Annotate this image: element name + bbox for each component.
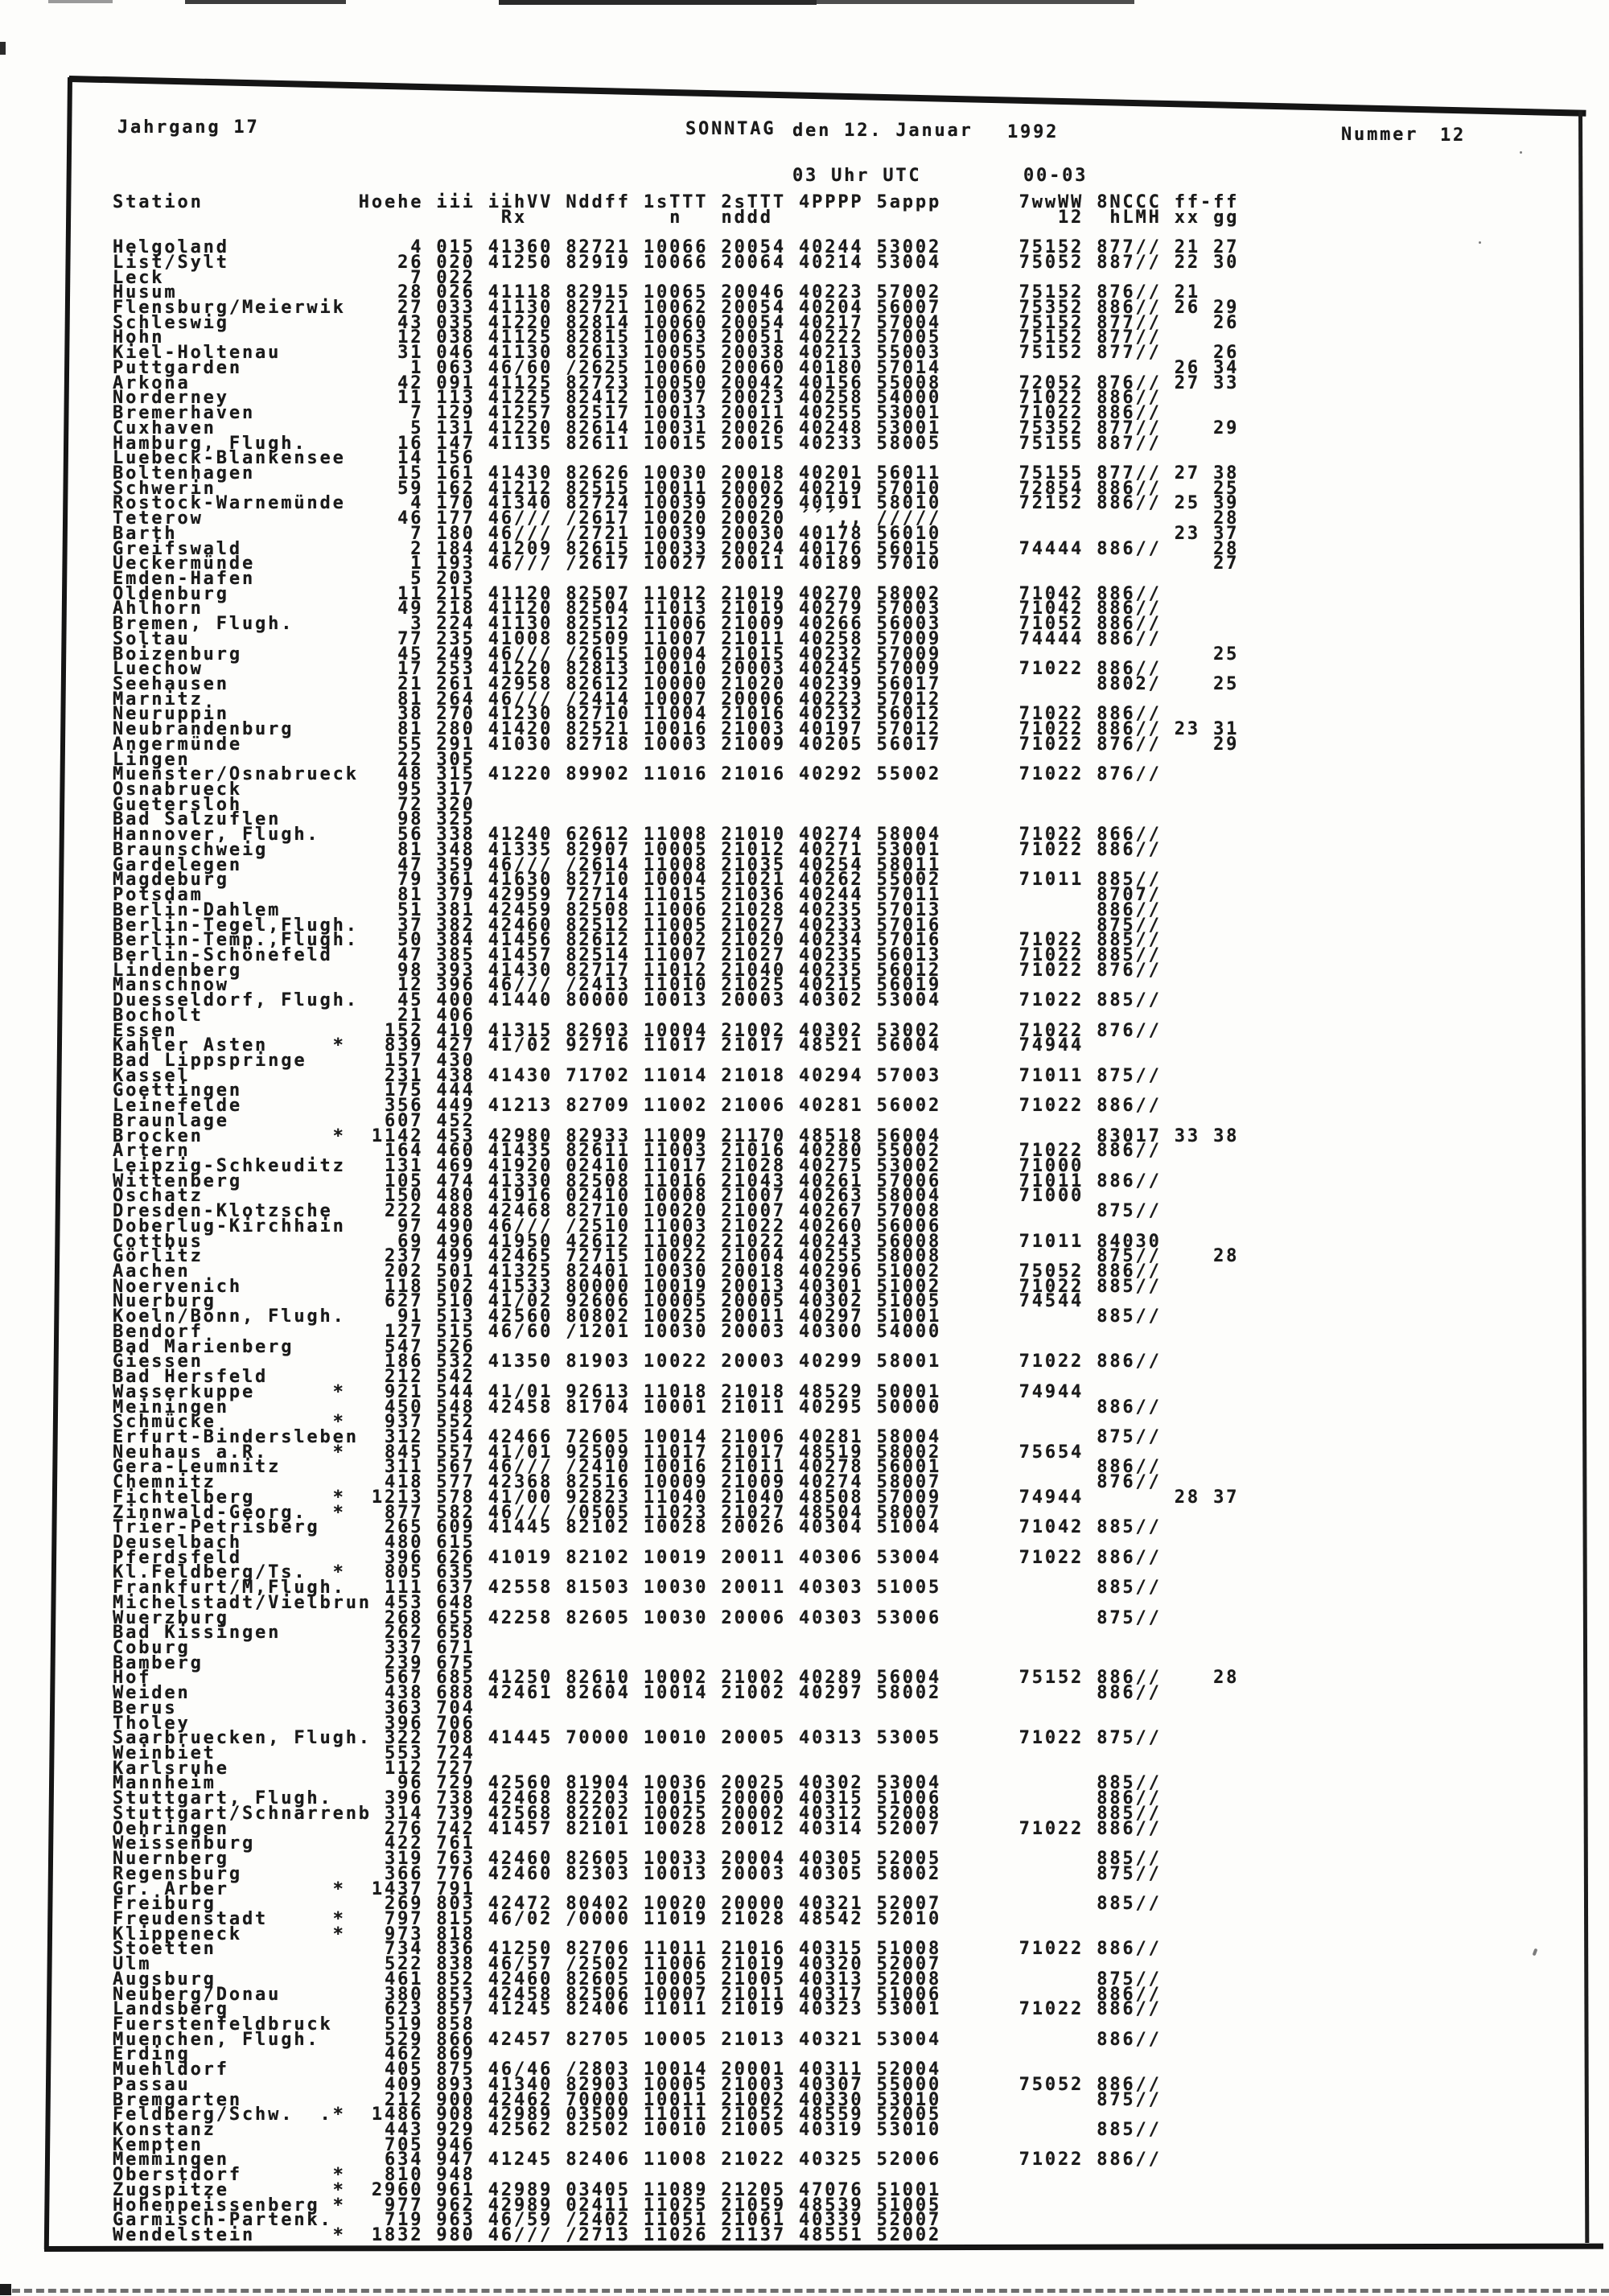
table-header-row-2: Rx n nddd 12 hLMH xx gg: [113, 207, 1240, 228]
table-row: Stoetten 734 836 41250 82706 11011 21016 40315 51008 71022 886//: [113, 1939, 1162, 1960]
table-row: Oschatz 150 480 41916 02410 10008 21007 40263 58004 71000: [113, 1186, 1084, 1207]
scan-speck: [1520, 151, 1522, 154]
table-row: Feldberg/Schw. .* 1486 908 42989 03509 11011 21052 48559 52005: [113, 2105, 942, 2125]
table-row: Berlin-Schönefeld 47 385 41457 82514 11007 21027 40235 56013 71022 885//: [113, 944, 1162, 965]
table-row: Braunschweig 81 348 41335 82907 10005 21012 40271 53001 71022 886//: [113, 839, 1162, 860]
masthead-date: den 12. Januar: [792, 121, 973, 141]
table-row: Cuxhaven 5 131 41220 82614 10031 20026 40248 53001 75352 877// 29: [113, 418, 1240, 438]
table-row: Gardelegen 47 359 46/// /2614 11008 21035 40254 58011: [113, 854, 942, 875]
table-row: Schmücke * 937 552: [113, 1412, 475, 1433]
table-row: Deuselbach 480 615: [113, 1532, 475, 1553]
scan-mark: [48, 0, 113, 3]
table-row: Frankfurt/M,Flugh. 111 637 42558 81503 10030 20011 40303 51005 885//: [113, 1578, 1162, 1599]
table-row: Muenchen, Flugh. 529 866 42457 82705 10005 21013 40321 53004 886//: [113, 2029, 1162, 2050]
table-row: Bocholt 21 406: [113, 1005, 475, 1026]
table-row: Berlin-Dahlem 51 381 42459 82508 11006 21028 40235 57013 886//: [113, 899, 1162, 920]
table-row: Freiburg 269 803 42472 80402 10020 20000 40321 52007 885//: [113, 1894, 1162, 1915]
table-row: Schleswig 43 035 41220 82814 10060 20054 40217 57004 75152 877// 26: [113, 312, 1240, 333]
table-row: Weiden 438 688 42461 82604 10014 21002 40297 58002 886//: [113, 1683, 1162, 1704]
table-row: Weinbiet 553 724: [113, 1743, 475, 1764]
table-row: Karlsruhe 112 727: [113, 1758, 475, 1779]
table-row: Bad Marienberg 547 526: [113, 1336, 475, 1357]
table-row: Berus 363 704: [113, 1697, 475, 1718]
page-border-top: [69, 76, 1586, 117]
table-row: Noervenich 118 502 41533 80000 10019 20013 40301 51002 71022 885//: [113, 1276, 1162, 1297]
table-row: Oberstdorf * 810 948: [113, 2165, 475, 2186]
table-row: Zinnwald-Georg. * 877 582 46/// /0505 11023 21027 48504 58007: [113, 1502, 942, 1523]
table-row: Saarbruecken, Flugh. 322 708 41445 70000 10010 20005 40313 53005 71022 875//: [113, 1728, 1162, 1749]
table-row: Soltau 77 235 41008 82509 11007 21011 40258 57009 74444 886//: [113, 628, 1162, 649]
table-row: Potsdam 81 379 42959 72714 11015 21036 40244 57011 8707/: [113, 885, 1162, 906]
table-row: Konstanz 443 929 42562 82502 10010 21005 40319 53010 885//: [113, 2120, 1162, 2140]
table-row: Doberlug-Kirchhain 97 490 46/// /2510 11003 21022 40260 56006: [113, 1216, 942, 1236]
table-row: Boizenburg 45 249 46/// /2615 10004 21015 40232 57009 25: [113, 644, 1240, 665]
table-row: Nuerburg 627 510 41/02 92606 10005 20005 40302 51005 74544: [113, 1291, 1084, 1312]
table-header-row-1: Station Hoehe iii iihVV Nddff 1sTTT 2sTTT 4PPPP 5appp 7wwWW 8NCCC ff-ff: [113, 192, 1240, 212]
table-row: List/Sylt 26 020 41250 82919 10066 20064 40214 53004 75052 887// 22 30: [113, 252, 1240, 273]
page-border-left: [44, 77, 72, 2249]
table-row: Essen 152 410 41315 82603 10004 21002 40302 53002 71022 876//: [113, 1020, 1162, 1041]
scan-speck: [1533, 1948, 1538, 1957]
table-row: Landsberg 623 857 41245 82406 11011 21019 40323 53001 71022 886//: [113, 1999, 1162, 2020]
table-row: Zugspitze * 2960 961 42989 03405 11089 21205 47076 51001: [113, 2179, 942, 2200]
table-row: Koeln/Bonn, Flugh. 91 513 42560 80802 10025 20011 40297 51001 885//: [113, 1306, 1162, 1327]
table-row: Berlin-Temp.,Flugh. 50 384 41456 82612 11002 21020 40234 57016 71022 885//: [113, 930, 1162, 951]
table-row: Bad Kissingen 262 658: [113, 1623, 475, 1644]
table-row: Luechow 17 253 41220 82813 10010 20003 40245 57009 71022 886//: [113, 659, 1162, 680]
table-row: Oldenburg 11 215 41120 82507 11012 21019 40270 58002 71042 886//: [113, 583, 1162, 604]
scan-mark: [0, 2289, 1609, 2293]
table-row: Aachen 202 501 41325 82401 10030 20018 40296 51002 75052 886//: [113, 1261, 1162, 1282]
table-row: Teterow 46 177 46/// /2617 10020 20020 ´´´,, ///// 28: [113, 508, 1240, 529]
table-row: Kl.Feldberg/Ts. * 805 635: [113, 1562, 475, 1583]
table-row: Giessen 186 532 41350 81903 10022 20003 40299 58001 71022 886//: [113, 1352, 1162, 1372]
scan-mark: [0, 2284, 11, 2295]
table-row: Magdeburg 79 361 41630 82710 10004 21021 40262 55002 71011 885//: [113, 870, 1162, 891]
table-row: Rostock-Warnemünde 4 170 41340 82724 10039 20029 40191 58010 72152 886// 25 39: [113, 493, 1240, 514]
table-row: Husum 28 026 41118 82915 10065 20046 40223 57002 75152 876// 21: [113, 282, 1200, 303]
table-row: Angermünde 55 291 41030 82718 10003 21009 40205 56017 71022 876// 29: [113, 734, 1240, 755]
table-row: Muenster/Osnabrueck 48 315 41220 89902 11016 21016 40292 55002 71022 876//: [113, 764, 1162, 785]
table-row: Ulm 522 838 46/57 /2502 11006 21019 40320 52007: [113, 1954, 942, 1975]
obs-time: 03 Uhr UTC: [792, 166, 922, 186]
table-row: Garmisch-Partenk. 719 963 46/59 /2402 11051 21061 40339 52007: [113, 2210, 942, 2231]
masthead-weekday: SONNTAG: [685, 119, 776, 139]
table-row: Emden-Hafen 5 203: [113, 568, 475, 589]
table-row: Lindenberg 98 393 41430 82717 11012 21040 40235 56012 71022 876//: [113, 960, 1162, 981]
table-row: Oehringen 276 742 41457 82101 10028 20012 40314 52007 71022 886//: [113, 1818, 1162, 1839]
table-row: Guetersloh 72 320: [113, 794, 475, 815]
table-row: Trier-Petrisberg 265 609 41445 82102 10028 20026 40304 51004 71042 885//: [113, 1517, 1162, 1538]
table-row: Manschnow 12 396 46/// /2413 11010 21025 40215 56019: [113, 975, 942, 996]
table-row: Kahler Asten * 839 427 41/02 92716 11017 21017 48521 56004 74944: [113, 1035, 1084, 1056]
table-row: Brocken * 1142 453 42980 82933 11009 21170 48518 56004 83017 33 38: [113, 1125, 1240, 1146]
table-row: Tholey 396 706: [113, 1713, 475, 1734]
scan-mark: [499, 0, 817, 5]
station-table-rows: [113, 237, 1287, 2246]
table-row: Cottbus 69 496 41950 42612 11002 21022 40243 56008 71011 84030: [113, 1231, 1162, 1252]
table-row: Wuerzburg 268 655 42258 82605 10030 20006 40303 53006 875//: [113, 1607, 1162, 1628]
table-row: Bremen, Flugh. 3 224 41130 82512 11006 21009 40266 56003 71052 886//: [113, 614, 1162, 635]
table-row: Hannover, Flugh. 56 338 41240 62612 11008 21010 40274 58004 71022 866//: [113, 825, 1162, 846]
table-row: Wittenberg 105 474 41330 82508 11016 21043 40261 57006 71011 886//: [113, 1171, 1162, 1191]
table-row: Ahlhorn 49 218 41120 82504 11013 21019 40279 57003 71042 886//: [113, 599, 1162, 619]
table-row: Bad Lippspringe 157 430: [113, 1050, 475, 1071]
masthead-volume: Jahrgang 17: [117, 117, 260, 138]
table-row: Leinefelde 356 449 41213 82709 11002 21006 40281 56002 71022 886//: [113, 1096, 1162, 1117]
table-row: Stuttgart/Schnarrenb 314 739 42568 82202 10025 20002 40312 52008 885//: [113, 1803, 1162, 1824]
table-row: Erding 462 869: [113, 2044, 475, 2065]
table-row: Flensburg/Meierwik 27 033 41130 82721 10062 20054 40204 56007 75352 886// 26 29: [113, 298, 1240, 319]
table-row: Bremgarten 212 900 42462 70000 10011 21002 40330 53010 875//: [113, 2089, 1162, 2110]
table-row: Regensburg 366 776 42460 82303 10013 20003 40305 58002 875//: [113, 1863, 1162, 1884]
table-row: Neubrandenburg 81 280 41420 82521 10016 21003 40197 57012 71022 886// 23 31: [113, 719, 1240, 740]
table-row: Kassel 231 438 41430 71702 11014 21018 40294 57003 71011 875//: [113, 1065, 1162, 1086]
table-row: Fuerstenfeldbruck 519 858: [113, 2014, 475, 2035]
table-row: Mannheim 96 729 42560 81904 10036 20025 40302 53004 885//: [113, 1773, 1162, 1794]
table-row: Hamburg, Flugh. 16 147 41135 82611 10015 20015 40233 58005 75155 887//: [113, 433, 1162, 454]
table-row: Bad Hersfeld 212 542: [113, 1367, 475, 1388]
table-row: Helgoland 4 015 41360 82721 10066 20054 40244 53002 75152 877// 21 27: [113, 237, 1240, 258]
table-row: Bendorf 127 515 46/60 /1201 10030 20003 40300 54000: [113, 1321, 942, 1342]
table-row: Neuhaus a.R. * 845 557 41/01 92509 11017 21017 48519 58002 75654: [113, 1442, 1084, 1463]
table-row: Michelstadt/Vielbrun 453 648: [113, 1592, 475, 1613]
table-row: Neuruppin 38 270 41230 82710 11004 21016 40232 56012 71022 886//: [113, 704, 1162, 725]
table-row: Memmingen 634 947 41245 82406 11008 21022 40325 52006 71022 886//: [113, 2150, 1162, 2171]
table-row: Leipzig-Schkeuditz 131 469 41920 02410 11017 21028 40275 53002 71000: [113, 1156, 1084, 1176]
table-row: Boltenhagen 15 161 41430 82626 10030 20018 40201 56011 75155 877// 27 38: [113, 463, 1240, 483]
table-row: Goettingen 175 444: [113, 1080, 475, 1101]
scan-mark: [185, 0, 346, 4]
table-row: Berlin-Tegel,Flugh. 37 382 42460 82512 11005 21027 40233 57016 875//: [113, 915, 1162, 936]
station-table: [113, 192, 1287, 2246]
table-row: Meiningen 450 548 42458 81704 10001 21011 40295 50000 886//: [113, 1397, 1162, 1418]
table-row: Arkona 42 091 41125 82723 10050 20042 40156 55008 72052 876// 27 33: [113, 372, 1240, 393]
table-row: Bad Salzuflen 98 325: [113, 809, 475, 830]
table-row: Dresden-Klotzsche 222 488 42468 82710 10020 21007 40267 57008 875//: [113, 1201, 1162, 1222]
table-row: Augsburg 461 852 42460 82605 10005 21005 40313 52008 875//: [113, 1969, 1162, 1989]
table-row: Kempten 705 946: [113, 2134, 475, 2155]
table-row: Erfurt-Bindersleben 312 554 42466 72605 10014 21006 40281 58004 875//: [113, 1426, 1162, 1447]
obs-time-range: 00-03: [1023, 166, 1088, 186]
table-row: Wendelstein * 1832 980 46/// /2713 11026 21137 48551 52002: [113, 2225, 942, 2246]
table-row: Leck 7 022: [113, 267, 475, 288]
table-row: Lingen 22 305: [113, 749, 475, 770]
table-row: Klippeneck * 973 818: [113, 1924, 475, 1944]
table-row: Luebeck-Blankensee 14 156: [113, 448, 475, 469]
table-row: Artern 164 460 41435 82611 11003 21016 40280 55002 71022 886//: [113, 1141, 1162, 1162]
table-row: Seehausen 21 261 42958 82612 10000 21020 40239 56017 8802/ 25: [113, 674, 1240, 694]
table-row: Bamberg 239 675: [113, 1652, 475, 1673]
table-row: Kiel-Holtenau 31 046 41130 82613 10055 20038 40213 55003 75152 877// 26: [113, 343, 1240, 364]
table-row: Chemnitz 418 577 42368 82516 10009 21009 40274 58007 876//: [113, 1472, 1162, 1493]
table-row: Hohenpeissenberg * 977 962 42989 02411 11025 21059 48539 51005: [113, 2195, 942, 2216]
table-row: Neuberg/Donau 380 853 42458 82506 10007 21011 40317 51006 886//: [113, 1984, 1162, 2005]
table-row: Muehldorf 405 875 46/46 /2803 10014 20001 40311 52004: [113, 2059, 942, 2080]
page-border-right: [1578, 111, 1589, 2243]
masthead-number-label: Nummer: [1341, 125, 1419, 145]
table-row: Gr. Arber * 1437 791: [113, 1878, 475, 1899]
table-row: Wasserkuppe * 921 544 41/01 92613 11018 21018 48529 50001 74944: [113, 1381, 1084, 1402]
table-row: Stuttgart, Flugh. 396 738 42468 82203 10015 20000 40315 51006 886//: [113, 1788, 1162, 1809]
table-row: Weissenburg 422 761: [113, 1833, 475, 1854]
scan-speck: [1479, 241, 1481, 244]
table-row: Fichtelberg * 1213 578 41/00 92823 11040 21040 48508 57009 74944 28 37: [113, 1487, 1240, 1508]
table-row: Hof 567 685 41250 82610 10002 21002 40289 56004 75152 886// 28: [113, 1668, 1240, 1689]
table-row: Greifswald 2 184 41209 82615 10033 20024 40176 56015 74444 886// 28: [113, 538, 1240, 559]
table-row: Duesseldorf, Flugh. 45 400 41440 80000 10013 20003 40302 53004 71022 885//: [113, 990, 1162, 1011]
table-row: Nuernberg 319 763 42460 82605 10033 20004 40305 52005 885//: [113, 1849, 1162, 1870]
scan-mark: [0, 42, 6, 55]
table-row: Osnabrueck 95 317: [113, 780, 475, 800]
table-row: Görlitz 237 499 42465 72715 10022 21004 40255 58008 875// 28: [113, 1246, 1240, 1267]
table-row: Coburg 337 671: [113, 1638, 475, 1658]
masthead-year: 1992: [1007, 122, 1060, 142]
scan-mark: [817, 0, 1134, 4]
table-row: Gera-Leumnitz 311 567 46/// /2410 10016 21011 40278 56001 886//: [113, 1457, 1162, 1478]
table-row: Bremerhaven 7 129 41257 82517 10013 20011 40255 53001 71022 886//: [113, 403, 1162, 424]
table-row: Braunlage 607 452: [113, 1110, 475, 1131]
table-row: Freudenstadt * 797 815 46/02 /0000 11019 21028 48542 52010: [113, 1908, 942, 1929]
table-row: Pferdsfeld 396 626 41019 82102 10019 20011 40306 53004 71022 886//: [113, 1547, 1162, 1568]
table-row: Passau 409 893 41340 82903 10005 21003 40307 55000 75052 886//: [113, 2074, 1162, 2095]
table-row: Ueckermünde 1 193 46/// /2617 10027 20011 40189 57010 27: [113, 553, 1240, 574]
table-row: Schwerin 59 162 41212 82515 10011 20002 40219 57010 72854 886// 25: [113, 478, 1240, 499]
table-row: Barth 7 180 46/// /2721 10039 20030 40178 56010 23 37: [113, 523, 1240, 544]
table-row: Hohn 12 038 41125 82815 10063 20051 40222 57005 75152 877//: [113, 327, 1162, 348]
masthead-number: 12: [1440, 125, 1467, 146]
table-row: Norderney 11 113 41225 82412 10037 20023 40258 54000 71022 886//: [113, 388, 1162, 409]
table-row: Puttgarden 1 063 46/60 /2625 10060 20060 40180 57014 26 34: [113, 357, 1240, 378]
table-row: Marnitz 81 264 46/// /2414 10007 20006 40223 57012: [113, 689, 942, 710]
